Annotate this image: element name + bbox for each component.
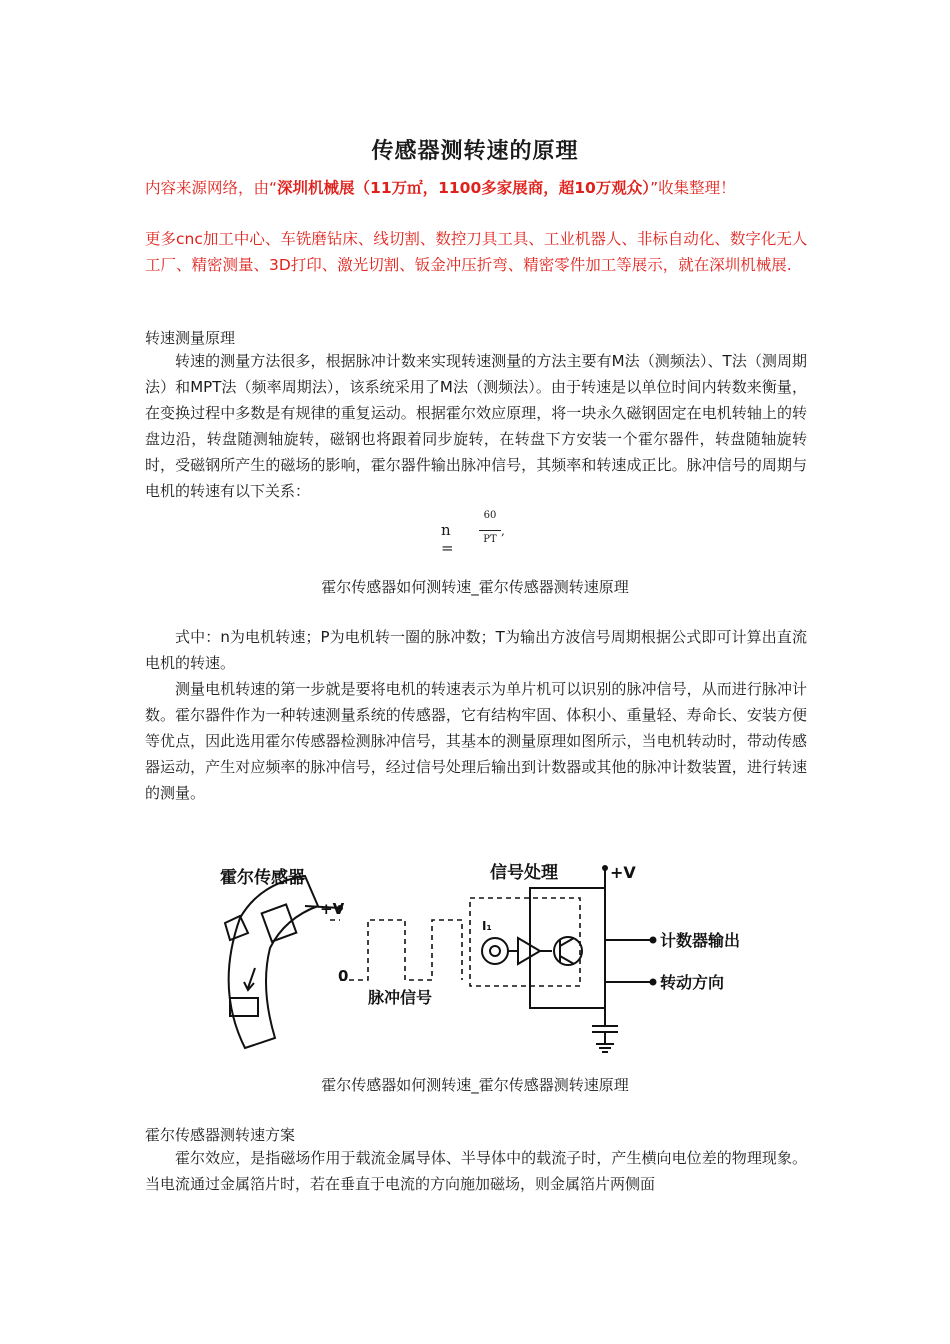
paragraph-scheme: [145, 1145, 807, 1197]
plus-v-right: +V: [610, 863, 636, 882]
page-title: 传感器测转速的原理: [371, 139, 579, 164]
magnet: [230, 998, 258, 1016]
sensor-label: 霍尔传感器: [220, 868, 305, 888]
promo-text: 更多cnc加工中心、车铣磨钻床、线切割、数控刀具工具、工业机器人、非标自动化、数字化无人工厂、精密测量、3D打印、激光切割、钣金冲压折弯、精密零件加工等展示，就在深圳机械展.: [145, 230, 808, 274]
section-heading-scheme: 霍尔传感器测转速方案: [145, 1126, 296, 1144]
source-suffix: ”收集整理！: [650, 179, 736, 197]
pulse-waveform: [330, 920, 462, 980]
counter-output-label: 计数器输出: [660, 931, 741, 950]
source-prefix: 内容来源网络，由“: [145, 179, 278, 197]
caption-diagram: 霍尔传感器如何测转速_霍尔传感器测转速原理: [321, 1076, 629, 1094]
signal-processing-label: 信号处理: [490, 863, 558, 883]
amplifier-box: [530, 888, 605, 1008]
hall-element: [262, 904, 297, 941]
paragraph-text: 测量电机转速的第一步就是要将电机的转速表示为单片机可以识别的脉冲信号，从而进行脉冲计数。霍尔器件作为一种转速测量系统的传感器，它有结构牢固、体积小、重量轻、寿命长、安装方便等优点，因此选用霍尔传感器检测脉冲信号，其基本的测量原理如图所示，当电机转动时，带动传感器运动，产生对应频率的脉冲信号，经过信号处理后输出到计数器或其他的脉冲计数装置，进行转速的测量。: [145, 680, 807, 802]
formula-lhs: n =: [441, 521, 454, 557]
section-heading-principle: 转速测量原理: [145, 329, 236, 347]
zero-level: 0: [338, 967, 349, 985]
paragraph-text: 霍尔效应，是指磁场作用于载流金属导体、半导体中的载流子时，产生横向电位差的物理现象。当电流通过金属箔片时，若在垂直于电流的方向施加磁场，则金属箔片两侧面: [145, 1149, 807, 1193]
current-label: I₁: [482, 919, 492, 933]
fraction-bar: [479, 530, 501, 531]
pulse-label: 脉冲信号: [368, 988, 433, 1007]
paragraph-formula-explain: [145, 624, 807, 806]
formula-numerator: 60: [483, 510, 497, 521]
caption-formula: 霍尔传感器如何测转速_霍尔传感器测转速原理: [321, 578, 629, 596]
paragraph-principle: [145, 348, 807, 504]
plus-v-left: +V: [320, 900, 345, 918]
formula-comma: ,: [501, 524, 505, 538]
source-note: [145, 176, 736, 198]
source-highlight: 深圳机械展（11万㎡，1100多家展商，超10万观众）: [277, 179, 651, 197]
direction-label: 转动方向: [660, 973, 725, 992]
hall-sensor-diagram: [200, 848, 760, 1058]
hall-sensor-symbol: [482, 938, 508, 964]
paragraph-text: 转速的测量方法很多，根据脉冲计数来实现转速测量的方法主要有M法（测频法）、T法（测周期法）和MPT法（频率周期法），该系统采用了M法（测频法）。由于转速是以单位时间内转数来衡量，在变换过程中多数是有规律的重复运动。根据霍尔效应原理，将一块永久磁钢固定在电机转轴上的转盘边沿，转盘随测轴旋转，磁钢也将跟着同步旋转，在转盘下方安装一个霍尔器件，转盘随轴旋转时，受磁钢所产生的磁场的影响，霍尔器件输出脉冲信号，其频率和转速成正比。脉冲信号的周期与电机的转速有以下关系：: [145, 352, 807, 500]
rotating-disc: [229, 876, 318, 1048]
formula-denominator: PT: [483, 534, 497, 545]
paragraph-text: 式中：n为电机转速；P为电机转一圈的脉冲数；T为输出方波信号周期根据公式即可计算出直流电机的转速。: [145, 628, 807, 672]
